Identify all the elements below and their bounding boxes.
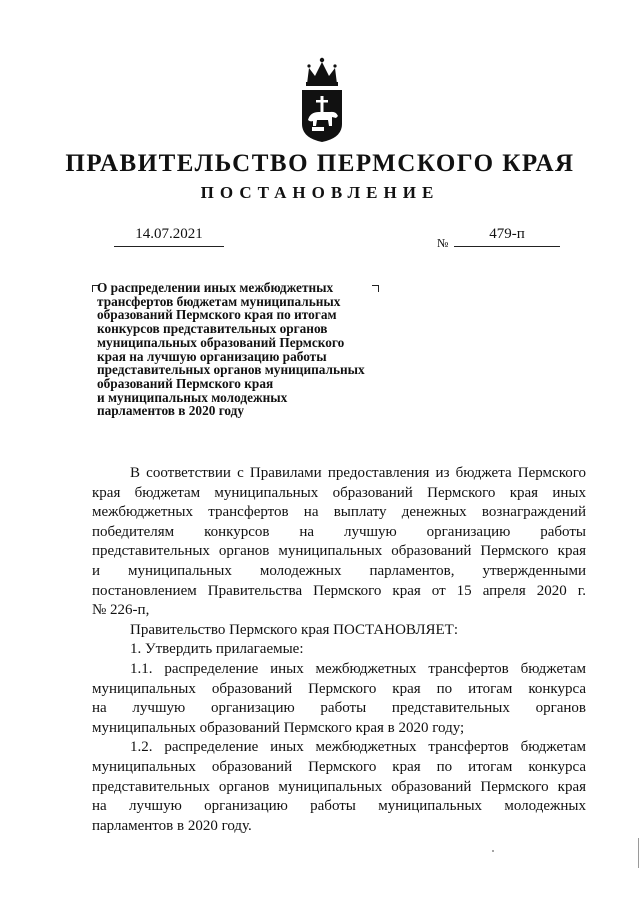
body-line: муниципальных образований Пермского края по итогам конкурса — [92, 758, 586, 775]
body-line: № 226-п, — [92, 602, 150, 619]
government-title: ПРАВИТЕЛЬСТВО ПЕРМСКОГО КРАЯ — [65, 150, 575, 177]
body-line: парламентов в 2020 году. — [92, 817, 252, 834]
body-line: 1. Утвердить прилагаемые: — [130, 641, 304, 658]
document-date: 14.07.2021 — [114, 226, 224, 247]
document-number: 479-п — [454, 226, 560, 247]
body-line: и муниципальных молодежных парламентов, утвержденными — [92, 562, 586, 579]
subject-line: образований Пермского края — [97, 375, 274, 391]
body-line: муниципальных образований Пермского края в 2020 году; — [92, 719, 465, 736]
subject-line: О распределении иных межбюджетных — [97, 280, 334, 295]
subject-line: образований Пермского края по итогам — [97, 307, 337, 323]
body-line: В соответствии с Правилами предоставления из бюджета Пермского — [130, 465, 586, 481]
body-line: 1.1. распределение иных межбюджетных трансфертов бюджетам — [130, 660, 586, 677]
body-line: постановлением Правительства Пермского края от 15 апреля 2020 г. — [92, 582, 586, 599]
body-line: представительных органов муниципальных образований Пермского края — [92, 543, 586, 560]
body-line: Правительство Пермского края ПОСТАНОВЛЯЕТ: — [130, 621, 459, 638]
document-type: ПОСТАНОВЛЕНИЕ — [200, 183, 440, 202]
body-line: края бюджетам муниципальных образований Пермского края иных — [92, 484, 586, 501]
body-line: 1.2. распределение иных межбюджетных трансфертов бюджетам — [130, 739, 586, 756]
body-line: межбюджетных трансфертов на выплату денежных вознаграждений — [92, 504, 586, 521]
body-line: на лучшую организацию работы муниципальных молодежных — [92, 798, 586, 815]
subject-line: края на лучшую организацию работы — [97, 348, 327, 364]
coat-of-arms-icon — [297, 54, 347, 144]
subject-line: парламентов в 2020 году — [97, 403, 245, 419]
body-line: победителям конкурсов на лучшую организацию работы — [92, 523, 586, 540]
subject-line: и муниципальных молодежных — [97, 389, 288, 405]
subject-line: муниципальных образований Пермского — [97, 334, 345, 350]
body-line: на лучшую организацию работы представительных органов — [92, 700, 586, 717]
body-line: представительных органов муниципальных образований Пермского края — [92, 778, 586, 795]
body-line: муниципальных образований Пермского края по итогам конкурса — [92, 680, 586, 697]
document-body — [92, 464, 586, 836]
subject-line: представительных органов муниципальных — [97, 362, 365, 378]
scan-speck — [492, 850, 494, 852]
number-sign: № — [437, 236, 449, 250]
subject-line: конкурсов представительных органов — [97, 321, 328, 337]
subject-line: трансфертов бюджетам муниципальных — [97, 293, 341, 309]
document-subject — [97, 281, 417, 418]
scan-edge-mark — [638, 838, 639, 868]
